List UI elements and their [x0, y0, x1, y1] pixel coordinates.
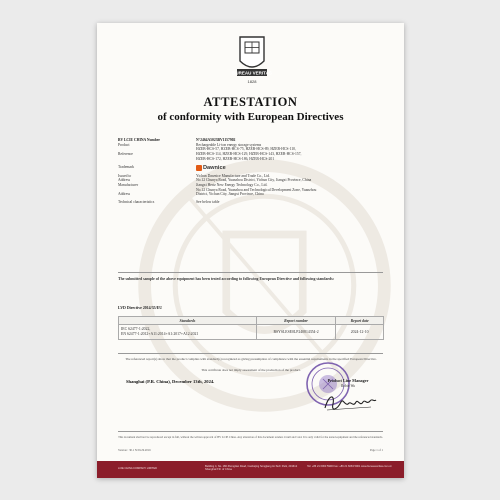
- handwritten-signature-icon: [321, 390, 379, 416]
- field-label: Manufacturer: [118, 182, 139, 187]
- field-value: HZEB-HCS-57, HZEB-HCS-75, HZEB-HCS-89, HZEB-HCS-110,: [196, 147, 296, 152]
- company-footer: [97, 461, 404, 478]
- field-label: Address: [118, 192, 131, 197]
- field-label: [118, 157, 196, 162]
- report-date-cell: 2024-12-10: [336, 325, 384, 340]
- compliance-note: The referenced report(s) show that the product complies with standard(s) recognized as giving presumption of compliance with the essential requirements in the specified European Directive.: [125, 357, 377, 361]
- table-header: Report date: [336, 317, 384, 325]
- divider: [118, 431, 383, 432]
- table-header: Standards: [119, 317, 257, 325]
- dawnice-logo-icon: [196, 165, 202, 171]
- place-date: Shanghai (P.R. China), December 13th, 2024.: [126, 379, 215, 384]
- version-label: Version : 30.1 N 09.29.2016: [118, 448, 151, 452]
- field-value: [196, 165, 388, 171]
- field-value: HZEB-HCS-114, HZEB-HCS-129, HZEB-HCS-143, HZEB-HCS-157,: [196, 152, 302, 157]
- field-label: Technical characteristics: [118, 200, 155, 205]
- test-statement: The submitted sample of the above equipment has been tested according to following European Directive and following standards:: [118, 277, 335, 281]
- field-label: Issued to: [118, 173, 132, 178]
- standard-line: EN 62477-1:2012+A11:2014+A1:2017+A12:2021: [121, 332, 199, 336]
- manager-title: Product Line Manager: [327, 378, 369, 383]
- logo-text: BUREAU VERITAS: [232, 70, 272, 76]
- field-label: Product: [118, 142, 130, 147]
- field-value: Yichun Dawnice Manufacture and Trade Co., Ltd.: [196, 173, 271, 178]
- field-row: [118, 200, 388, 205]
- certificate-fields: [118, 138, 388, 205]
- standard-line: IEC 62477-1:2022,: [121, 327, 151, 331]
- production-note: This certificate does not imply assessment of the production of the product.: [201, 368, 301, 372]
- field-row: [118, 192, 388, 197]
- page-number: Page 1 of 1: [369, 448, 383, 452]
- divider: [118, 353, 383, 354]
- table-row: [119, 325, 384, 340]
- standards-cell: [119, 325, 257, 340]
- field-value: N°2464A5023BV1157902: [196, 138, 236, 142]
- field-label: Trademark: [118, 164, 135, 169]
- footer-company: LCIE CHINA COMPANY LIMITED: [118, 467, 157, 470]
- document-subtitle: of conformity with European Directives: [157, 111, 344, 123]
- field-value: Jiangxi Hertz New Energy Technology Co., Ltd.: [196, 182, 268, 187]
- field-row: [118, 165, 388, 171]
- field-label: Reference: [118, 152, 133, 157]
- field-label: Address: [118, 178, 131, 183]
- trademark-text: Dawnice: [203, 164, 226, 171]
- report-number-cell: BSYSLESE0LP240814354-2: [256, 325, 336, 340]
- document-title: ATTESTATION: [203, 95, 298, 109]
- field-value: District, Yichun City, Jiangxi Province, China: [196, 192, 264, 197]
- field-value: Rechargeable Li-ion energy storage systems: [196, 142, 262, 147]
- logo-year: 1828: [247, 79, 257, 84]
- table-header: Report number: [256, 317, 336, 325]
- field-label: BV LCIE CHINA Number: [118, 138, 161, 142]
- field-value: No.12 Chunya Road, Yuanzhou and Technological Development Zone, Yuanzhou: [196, 187, 317, 192]
- certificate-page: [97, 23, 404, 478]
- disclaimer: This document shall not be reproduced except in full, without the written approval of BV LCIE China. Any alteration of this document renders it null and void. It is only valid for the tested equipment and the referenced standards.: [118, 435, 383, 439]
- directive-label: LVD Directive 2014/35/EU: [118, 306, 163, 310]
- field-value: See below table: [196, 200, 220, 205]
- field-value: No.12 Chunya Road, Yuanzhou District, Yichun City, Jiangxi Province, China: [196, 178, 312, 183]
- bureau-veritas-logo-icon: [232, 33, 272, 89]
- version-row: [118, 448, 383, 452]
- standards-table: [118, 316, 384, 340]
- manager-name: Robin Wu: [340, 384, 356, 388]
- footer-contact: Tel: +86 21 6063 5900 Fax: +86 21 6063 5901 www.bureauveritas.com.cn: [307, 465, 392, 468]
- footer-address: Building 4, No. 180 Zhongtian Road, Caohejing Songjiang Hi-Tech Park, 201612 Shanghai P.R. of China: [205, 465, 298, 472]
- field-value: HZEB-HCS-172, HZEB-HCS-186, HZEB-HCS-201: [196, 156, 275, 161]
- field-row: [118, 157, 388, 162]
- divider: [118, 272, 383, 273]
